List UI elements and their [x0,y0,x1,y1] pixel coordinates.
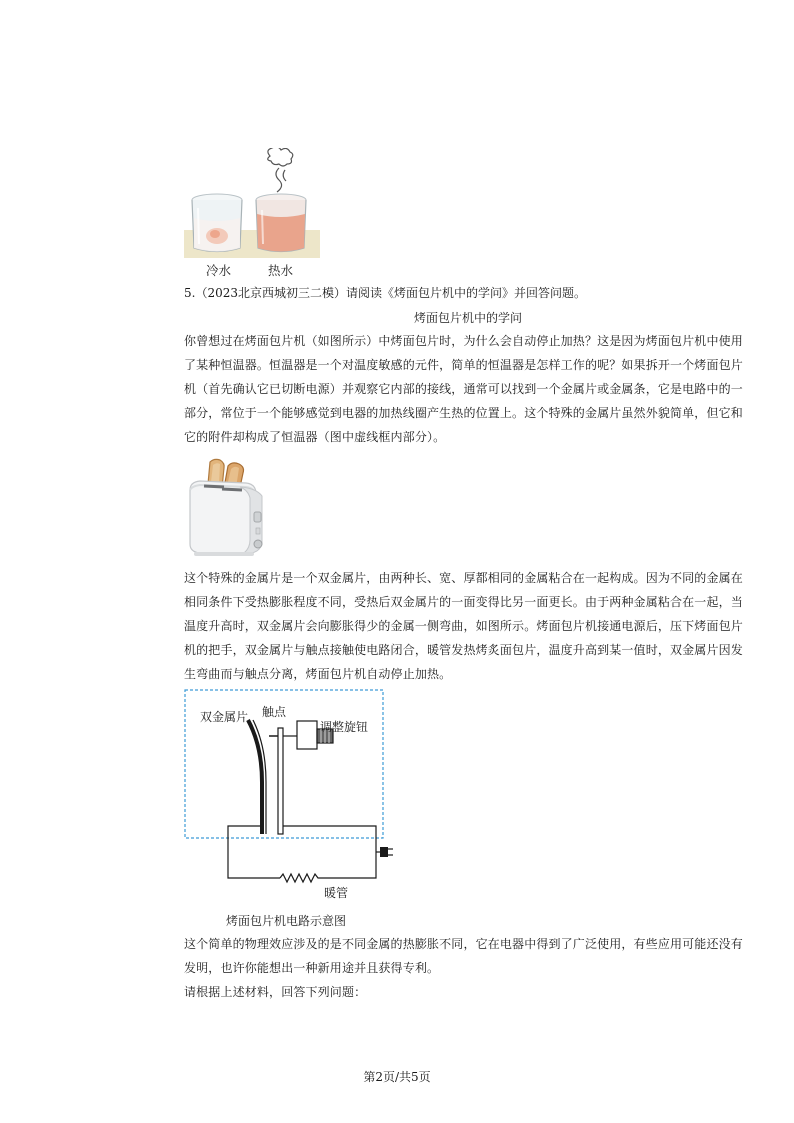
power-plug-icon [376,847,393,857]
paragraph-line: 生弯曲而与触点分离，烤面包片机自动停止加热。 [184,667,452,681]
contact-plate [278,728,283,834]
beaker-figure [184,148,320,262]
toaster-knob-icon [254,540,262,548]
paragraph-line: 这个特殊的金属片是一个双金属片，由两种长、宽、厚都相同的金属粘合在一起构成。因为不同的金属在 [184,571,743,585]
paragraph-line: 发明，也许你能想出一种新用途并且获得专利。 [184,961,440,975]
cold-water-label: 冷水 [206,263,232,278]
toaster-image [184,456,270,560]
contact-label: 触点 [262,705,287,719]
paragraph-1 [184,329,754,449]
knob-label: 调整旋钮 [320,720,369,734]
circuit-caption: 烤面包片机电路示意图 [226,914,347,928]
bimetal-label: 双金属片 [200,710,249,724]
heater-label: 暖管 [324,886,349,900]
steam-icon [268,148,293,192]
paragraph-line: 机（首先确认它已切断电源）并观察它内部的接线，通常可以找到一个金属片或金属条，它是电路中的一 [184,382,743,396]
paragraph-3 [184,932,754,1004]
paragraph-2 [184,566,754,686]
paragraph-line: 温度升高时，双金属片会向膨胀得少的金属一侧弯曲，如图所示。烤面包片机接通电源后，压下烤面包片 [184,619,743,633]
paragraph-line: 了某种恒温器。恒温器是一个对温度敏感的元件，简单的恒温器是怎样工作的呢？如果拆开一个烤面包片 [184,358,743,372]
cold-water-beaker [192,194,242,252]
paragraph-line: 机的把手，双金属片与触点接触使电路闭合，暖管发热烤炙面包片，温度升高到某一值时，双金属片因发 [184,643,743,657]
question-intro: 5.（2023北京西城初三二模）请阅读《烤面包片机中的学问》并回答问题。 [184,286,586,300]
hot-water-beaker [256,194,306,252]
paragraph-line: 这个简单的物理效应涉及的是不同金属的热膨胀不同，它在电器中得到了广泛使用，有些应用可能还没有 [184,937,743,951]
paragraph-line: 你曾想过在烤面包片机（如图所示）中烤面包片时，为什么会自动停止加热？这是因为烤面包片机中使用 [184,334,743,348]
paragraph-line: 部分，常位于一个能够感觉到电器的加热线圈产生热的位置上。这个特殊的金属片虽然外貌简单，但它和 [184,406,743,420]
heater-resistor-icon [280,874,320,882]
article-title: 烤面包片机中的学问 [414,311,523,325]
paragraph-line: 它的附件却构成了恒温器（图中虚线框内部分）。 [184,430,446,444]
paragraph-line: 请根据上述材料，回答下列问题： [184,985,367,999]
hot-water-label: 热水 [268,263,294,278]
toaster-lever-icon [254,512,261,522]
page-number: 第2页/共5页 [363,1070,431,1084]
paragraph-line: 相同条件下受热膨胀程度不同，受热后双金属片的一面变得比另一面更长。由于两种金属粘合在一起，当 [184,595,743,609]
circuit-wires [228,826,376,878]
